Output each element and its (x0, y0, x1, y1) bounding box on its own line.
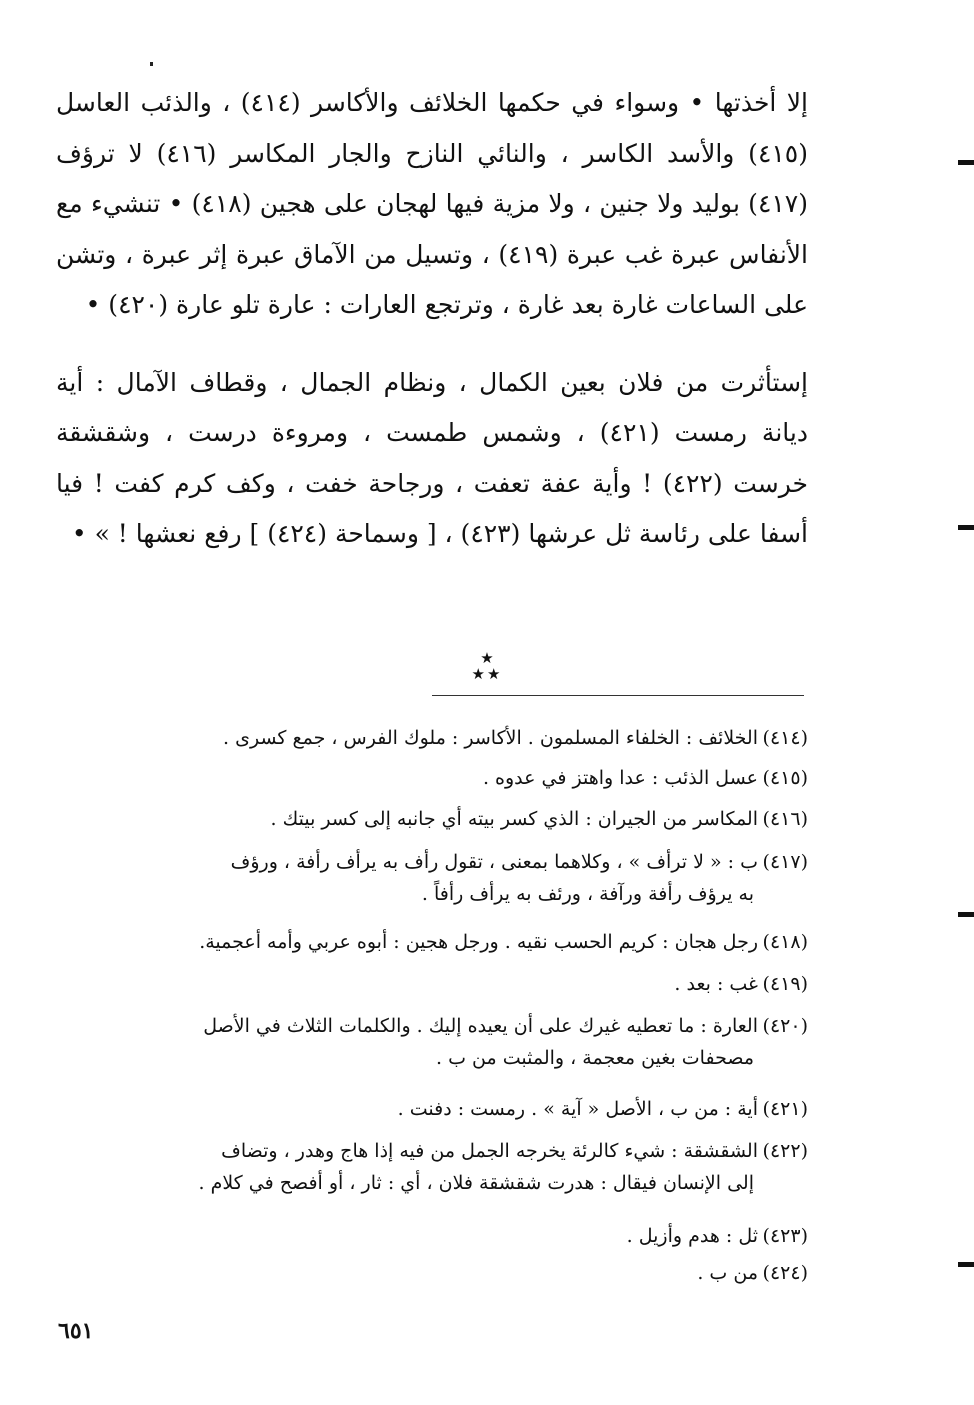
edge-mark (958, 912, 974, 917)
footnote-text: ب : « لا ترأف » ، وكلاهما بمعنى ، تقول رأف به يرأف رأفة ، ورؤف (230, 851, 758, 873)
footnote (56, 1220, 808, 1252)
paragraph-2: إستأثرت من فلان بعين الكمال ، ونظام الجمال ، وقطاف الآمال : أية ديانة رمست (٤٢١) ، وشمس طمست ، ومروءة درست ، وشقشقة خرست (٤٢٢) ! وأية عفة تعفت ، ورجاحة خفت ، وكف كرم كفت ! فيا أسفا على رئاسة ثل عرشها (٤٢٣) ، [ وسماحة (٤٢٤) ] رفع نعشها ! » • (56, 367, 808, 548)
footnote-number: (٤١٤) (762, 727, 808, 749)
footnote-text: رجل هجان : كريم الحسب نقيه . ورجل هجين : أبوه عربي وأمه أعجمية. (199, 931, 758, 953)
footnote-continuation: به يرؤف رأفة ورآفة ، ورئف به يرأف رأفاً . (421, 883, 754, 905)
footnote (56, 722, 808, 754)
footnote-text: الخلائف : الخلفاء المسلمون . الأكاسر : ملوك الفرس ، جمع كسرى . (223, 727, 758, 749)
footnote-number: (٤١٨) (762, 931, 808, 953)
footnote-text: ثل : هدم وأزيل . (626, 1225, 758, 1247)
footnote (56, 1257, 808, 1289)
footnote-text: أية : من ب ، الأصل « آية » . رمست : دفنت . (397, 1098, 758, 1120)
footnote-text: المكاسر من الجيران : الذي كسر بيته أي جانبه إلى كسر بيتك . (270, 808, 758, 830)
footnote-number: (٤١٥) (762, 767, 808, 789)
footnote-number: (٤٢٠) (762, 1015, 808, 1037)
edge-mark (958, 1262, 974, 1267)
footnote (56, 926, 808, 958)
section-divider-stars (0, 650, 974, 682)
footnote (56, 803, 808, 835)
footnote (56, 1093, 808, 1125)
main-text (56, 78, 808, 560)
star-bottom: ★★ (471, 665, 503, 683)
star-top: ★ (480, 649, 494, 667)
footnote-number: (٤١٩) (762, 973, 808, 995)
footnote-number: (٤٢٢) (762, 1140, 808, 1162)
footnote (56, 1135, 808, 1199)
page-number: ٦٥١ (58, 1318, 94, 1344)
footnote-continuation: إلى الإنسان فيقال : هدرت شقشقة فلان ، أي : ثار ، أو أفصح في كلام . (198, 1172, 754, 1194)
footnote-number: (٤٢٣) (762, 1225, 808, 1247)
footnote (56, 846, 808, 910)
footnote-text: عسل الذئب : عدا واهتز في عدوه . (482, 767, 758, 789)
paragraph-1: إلا أخذتها • وسواء في حكمها الخلائف والأكاسر (٤١٤) ، والذئب العاسل (٤١٥) والأسد الكاسر ، والنائي النازح والجار المكاسر (٤١٦) لا ترؤف (٤١٧) بوليد ولا جنين ، ولا مزية فيها لهجان على هجين (٤١٨) • تنشيء مع الأنفاس عبرة غب عبرة (٤١٩) ، وتسيل من الآماق عبرة إثر عبرة ، وتشن على الساعات غارة بعد غارة ، وترتجع العارات : عارة تلو عارة (٤٢٠) • (56, 88, 808, 319)
footnote (56, 968, 808, 1000)
footnote-number: (٤١٦) (762, 808, 808, 830)
footnote-separator (432, 695, 804, 696)
footnote-text: من ب . (697, 1262, 758, 1284)
footnote-text: غب : بعد . (674, 973, 758, 995)
ink-speck (150, 62, 153, 66)
footnote-text: الشقشقة : شيء كالرئة يخرجه الجمل من فيه إذا هاج وهدر ، وتضاف (221, 1140, 758, 1162)
footnote (56, 762, 808, 794)
footnote-number: (٤٢٤) (762, 1262, 808, 1284)
edge-mark (958, 525, 974, 530)
footnote-number: (٤١٧) (762, 851, 808, 873)
footnote-continuation: مصحفات بغين معجمة ، والمثبت من ب . (436, 1047, 754, 1069)
footnote-number: (٤٢١) (762, 1098, 808, 1120)
footnote (56, 1010, 808, 1074)
footnote-text: العارة : ما تعطيه غيرك على أن يعيده إليك . والكلمات الثلاث في الأصل (203, 1015, 758, 1037)
edge-mark (958, 160, 974, 165)
